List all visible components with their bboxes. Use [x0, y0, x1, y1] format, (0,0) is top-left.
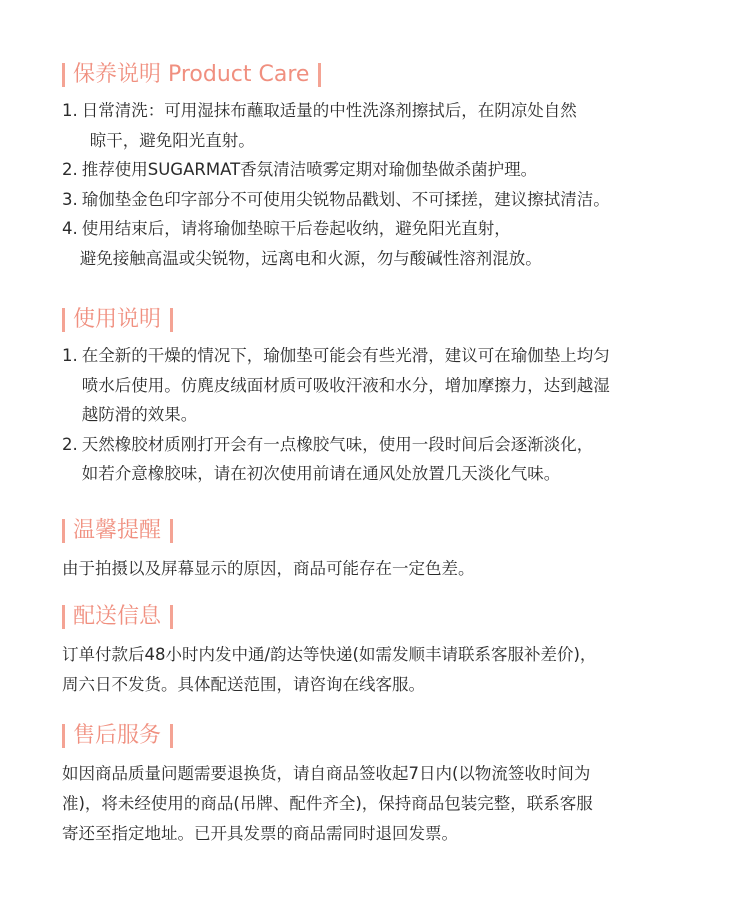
item-number: 3. — [62, 189, 78, 209]
item-number: 1. — [62, 101, 78, 120]
heading-bar-left — [62, 605, 65, 629]
aftersales-section — [62, 721, 702, 849]
heading-bar-left — [62, 308, 65, 332]
tips-section — [62, 516, 702, 584]
heading-bar-right — [318, 63, 321, 87]
heading-bar-right — [170, 605, 173, 629]
tips-heading — [62, 516, 702, 546]
list-item — [62, 214, 702, 273]
aftersales-text: 如因商品质量问题需要退换货，请自商品签收起7日内(以物流签收时间为 准)，将未经使用的商品(吊牌、配件齐全)，保持商品包装完整，联系客服 寄还至指定地址。已开具发票的商品需同时退回发票。 — [62, 764, 593, 843]
shipping-title: 配送信息 — [73, 604, 162, 629]
shipping-text: 订单付款后48小时内发中通/韵达等快递(如需发顺丰请联系客服补差价)， 周六日不发货。具体配送范围，请咨询在线客服。 — [62, 645, 597, 694]
heading-bar-left — [62, 63, 65, 87]
item-number: 2. — [62, 434, 78, 454]
list-item — [62, 155, 702, 185]
care-section — [62, 60, 702, 273]
tips-text: 由于拍摄以及屏幕显示的原因，商品可能存在一定色差。 — [62, 559, 475, 578]
usage-heading — [62, 305, 702, 335]
heading-bar-left — [62, 724, 65, 748]
usage-section — [62, 305, 702, 489]
usage-list — [62, 341, 702, 489]
item-number: 2. — [62, 160, 78, 179]
care-title: 保养说明 Product Care — [73, 62, 310, 87]
care-heading — [62, 60, 702, 90]
item-number: 1. — [62, 346, 78, 365]
item-text: 使用结束后，请将瑜伽垫晾干后卷起收纳，避免阳光直射， 避免接触高温或尖锐物，远离电和火源，勿与酸碱性溶剂混放。 — [79, 219, 542, 268]
item-text: 天然橡胶材质刚打开会有一点橡胶气味，使用一段时间后会逐渐淡化， 如若介意橡胶味，请在初次使用前请在通风处放置几天淡化气味。 — [81, 434, 594, 483]
usage-title: 使用说明 — [73, 307, 162, 332]
item-number: 4. — [62, 219, 78, 238]
aftersales-title: 售后服务 — [73, 723, 162, 748]
list-item — [62, 185, 702, 215]
heading-bar-left — [62, 519, 65, 543]
heading-bar-right — [170, 308, 173, 332]
shipping-section — [62, 602, 702, 700]
list-item — [62, 96, 702, 155]
list-item — [62, 430, 702, 489]
shipping-heading — [62, 602, 702, 632]
item-text: 瑜伽垫金色印字部分不可使用尖锐物品戳划、不可揉搓，建议擦拭清洁。 — [81, 189, 610, 209]
heading-bar-right — [170, 724, 173, 748]
tips-title: 温馨提醒 — [73, 518, 162, 543]
item-text: 在全新的干燥的情况下，瑜伽垫可能会有些光滑，建议可在瑜伽垫上均匀 喷水后使用。仿麂皮绒面材质可吸收汗液和水分，增加摩擦力，达到越湿 越防滑的效果。 — [81, 346, 610, 424]
item-text: 推荐使用SUGARMAT香氛清洁喷雾定期对瑜伽垫做杀菌护理。 — [81, 160, 538, 179]
heading-bar-right — [170, 519, 173, 543]
list-item — [62, 341, 702, 430]
care-list — [62, 96, 702, 273]
aftersales-heading — [62, 721, 702, 751]
item-text: 日常清洗：可用湿抹布蘸取适量的中性洗涤剂擦拭后，在阴凉处自然 晾干，避免阳光直射。 — [81, 101, 577, 150]
